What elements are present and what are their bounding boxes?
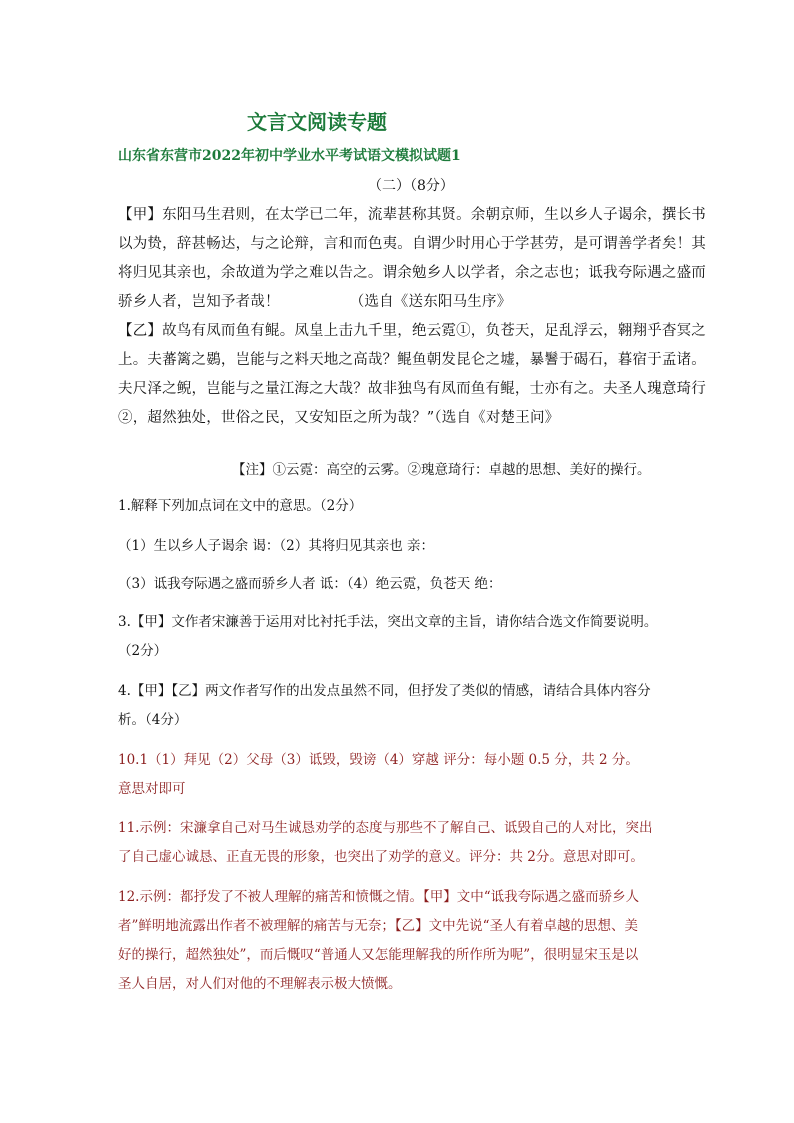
passage-line: 将归见其亲也，余故道为学之难以告之。谓余勉乡人以学者，余之志也；诋我夸际遇之盛而 <box>118 265 706 281</box>
answer-12-cont: 好的操行，超然独处”，而后慨叹“普通人又怎能理解我的所作所为呢”，很明显宋玉是以 <box>118 947 639 963</box>
question-1-items: （3）诋我夸际遇之盛而骄乡人者 诋：（4）绝云霓，负苍天 绝： <box>118 576 502 592</box>
passage-line: 夫尺泽之鲵，岂能与之量江海之大哉？故非独鸟有凤而鱼有鲲，士亦有之。夫圣人瑰意琦行 <box>118 381 706 397</box>
question-3-points: （2分） <box>118 643 168 659</box>
passage-line <box>118 288 706 317</box>
passage-line: 以为贽，辞甚畅达，与之论辩，言和而色夷。自谓少时用心于学甚劳，是可谓善学者矣！其 <box>118 236 706 252</box>
source-line: 山东省东营市2022年初中学业水平考试语文模拟试题1 <box>118 148 461 164</box>
answer-12: 12.示例：都抒发了不被人理解的痛苦和愤慨之情。【甲】文中“诋我夸际遇之盛而骄乡人 <box>118 889 640 905</box>
answer-12-cont: 圣人自居，对人们对他的不理解表示极大愤慨。 <box>118 976 402 992</box>
question-1-items: （1）生以乡人子谒余 谒：（2）其将归见其亲也 亲： <box>118 538 435 554</box>
passage-yi <box>118 317 706 433</box>
passage-line-text: 骄乡人者，岂知予者哉！ <box>118 294 280 310</box>
question-3: 3.【甲】文作者宋濂善于运用对比衬托手法，突出文章的主旨，请你结合选文作简要说明。 <box>118 614 658 630</box>
passage-citation: （选自《送东阳马生序》 <box>349 294 512 310</box>
answer-11-cont: 了自己虚心诚恳、正直无畏的形象，也突出了劝学的意义。评分：共 2分。意思对即可。 <box>118 849 644 865</box>
passage-line: 【甲】东阳马生君则，在太学已二年，流辈甚称其贤。余朝京师，生以乡人子谒余，撰长书 <box>118 207 706 223</box>
answer-11: 11.示例：宋濂拿自己对马生诚恳劝学的态度与那些不了解自己、诋毁自己的人对比，突出 <box>118 820 653 836</box>
page-title: 文言文阅读专题 <box>247 110 387 134</box>
passage-line: 上。夫蕃篱之鷃，岂能与之料天地之高哉？鲲鱼朝发昆仑之墟，暴鬐于碣石，暮宿于孟诸。 <box>118 352 706 368</box>
passage-line: 【乙】故鸟有凤而鱼有鲲。凤皇上击九千里，绝云霓①，负苍天，足乱浮云，翱翔乎杳冥之 <box>118 323 706 339</box>
answer-12-cont: 者”鲜明地流露出作者不被理解的痛苦与无奈；【乙】文中先说“圣人有着卓越的思想、美 <box>118 918 639 934</box>
footnote: 【注】①云霓：高空的云雾。②瑰意琦行：卓越的思想、美好的操行。 <box>232 462 651 478</box>
passage-line: ②，超然独处，世俗之民，又安知臣之所为哉？”（选自《对楚王问》 <box>118 410 560 426</box>
question-1: 1.解释下列加点词在文中的意思。（2分） <box>118 498 363 514</box>
answer-10-cont: 意思对即可 <box>118 781 186 797</box>
section-heading: （二）（8分） <box>368 178 454 194</box>
question-4: 4.【甲】【乙】两文作者写作的出发点虽然不同，但抒发了类似的情感，请结合具体内容分 <box>118 683 651 699</box>
answer-10: 10.1（1）拜见（2）父母（3）诋毁，毁谤（4）穿越 评分：每小题 0.5 分，共 2 分。 <box>118 752 639 768</box>
question-4-cont: 析。（4分） <box>118 712 188 728</box>
passage-jia <box>118 201 706 317</box>
